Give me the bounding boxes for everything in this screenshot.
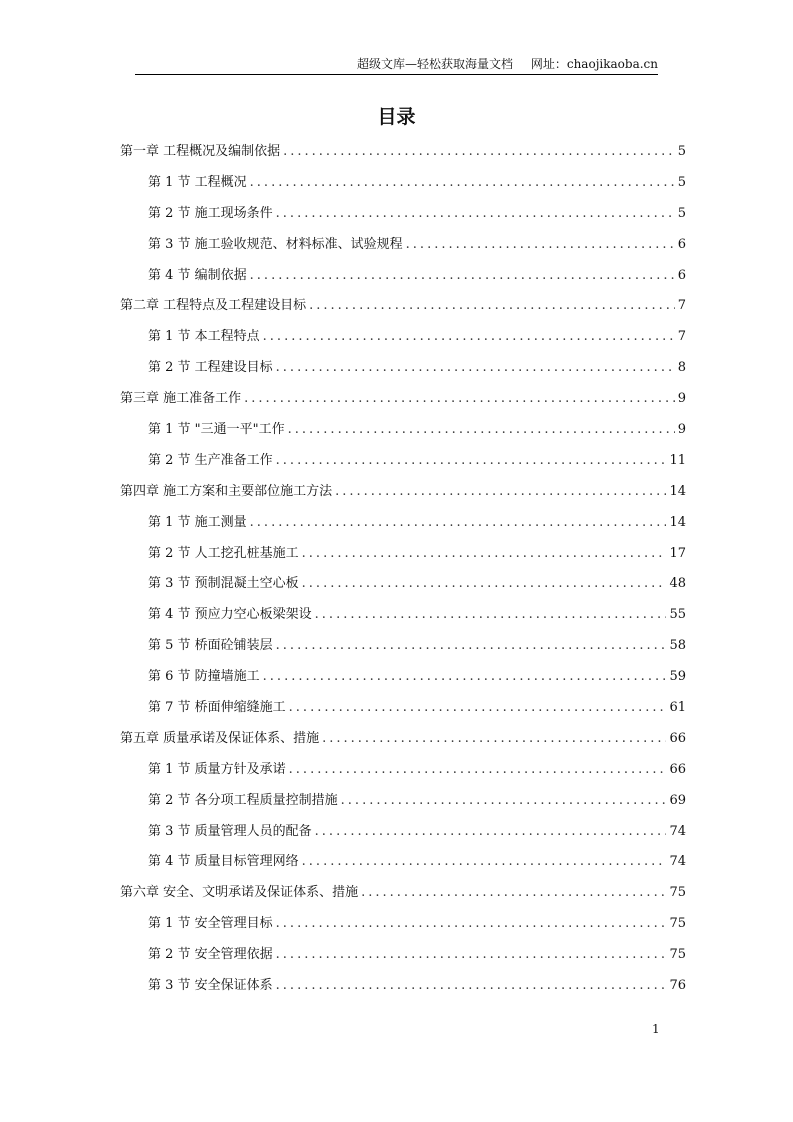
toc-section-entry[interactable]: [120, 512, 686, 543]
toc-section-entry[interactable]: [120, 790, 686, 821]
page-header: [135, 56, 658, 75]
toc-section-entry[interactable]: [120, 635, 686, 666]
toc-section-entry[interactable]: [120, 265, 686, 296]
toc-entry-label: 第 2 节 施工现场条件: [148, 205, 273, 221]
toc-entry-label: 第 4 节 质量目标管理网络: [148, 854, 299, 870]
toc-entry-page: 48: [669, 576, 686, 592]
toc-entry-label: 第一章 工程概况及编制依据: [120, 144, 281, 159]
toc-section-entry[interactable]: [120, 759, 686, 790]
header-site: 超级文库—轻松获取海量文档: [357, 57, 514, 71]
toc-chapter-entry[interactable]: [120, 141, 686, 172]
toc-entry-label: 第 5 节 桥面砼铺装层: [148, 638, 273, 654]
dot-leader: [250, 265, 675, 287]
toc-section-entry[interactable]: [120, 851, 686, 882]
dot-leader: [335, 481, 666, 503]
toc-entry-label: 第 4 节 编制依据: [148, 267, 247, 283]
toc-entry-page: 74: [669, 823, 686, 839]
dot-leader: [322, 728, 666, 750]
dot-leader: [276, 975, 667, 997]
toc-section-entry[interactable]: [120, 234, 686, 265]
dot-leader: [288, 419, 675, 441]
dot-leader: [263, 666, 667, 688]
dot-leader: [341, 790, 667, 812]
toc-entry-label: 第六章 安全、文明承诺及保证体系、措施: [120, 885, 359, 901]
dot-leader: [276, 450, 667, 472]
toc-entry-page: 6: [677, 267, 686, 283]
dot-leader: [289, 697, 667, 719]
table-of-contents: [120, 141, 686, 1006]
toc-entry-page: 8: [677, 360, 686, 376]
toc-entry-page: 7: [677, 329, 686, 345]
dot-leader: [309, 295, 675, 317]
toc-entry-label: 第 4 节 预应力空心板梁架设: [148, 607, 312, 623]
toc-entry-page: 14: [669, 514, 686, 530]
dot-leader: [361, 882, 666, 904]
header-url: 网址：chaojikaoba.cn: [530, 57, 658, 71]
page-number: 1: [652, 1022, 660, 1036]
toc-chapter-entry[interactable]: [120, 295, 686, 326]
dot-leader: [263, 326, 675, 348]
toc-section-entry[interactable]: [120, 172, 686, 203]
toc-section-entry[interactable]: [120, 975, 686, 1006]
dot-leader: [244, 388, 675, 410]
toc-entry-page: 66: [669, 730, 686, 746]
toc-section-entry[interactable]: [120, 573, 686, 604]
dot-leader: [302, 573, 667, 595]
toc-entry-label: 第 1 节 工程概况: [148, 174, 247, 190]
dot-leader: [315, 821, 667, 843]
toc-entry-label: 第 2 节 安全管理依据: [148, 947, 273, 963]
toc-section-entry[interactable]: [120, 450, 686, 481]
toc-section-entry[interactable]: [120, 666, 686, 697]
dot-leader: [283, 141, 675, 163]
toc-entry-label: 第 1 节 安全管理目标: [148, 916, 273, 932]
toc-entry-page: 7: [677, 298, 686, 314]
toc-section-entry[interactable]: [120, 604, 686, 635]
toc-section-entry[interactable]: [120, 543, 686, 574]
toc-entry-page: 75: [669, 947, 686, 963]
dot-leader: [302, 543, 667, 565]
toc-entry-page: 9: [677, 391, 686, 407]
toc-entry-label: 第 3 节 预制混凝土空心板: [148, 576, 299, 592]
toc-entry-page: 5: [677, 144, 686, 159]
toc-entry-page: 74: [669, 854, 686, 870]
toc-entry-label: 第 2 节 生产准备工作: [148, 452, 273, 468]
dot-leader: [276, 203, 675, 225]
toc-entry-page: 69: [669, 792, 686, 808]
dot-leader: [315, 604, 667, 626]
dot-leader: [302, 851, 667, 873]
dot-leader: [276, 635, 667, 657]
toc-section-entry[interactable]: [120, 944, 686, 975]
toc-entry-label: 第四章 施工方案和主要部位施工方法: [120, 483, 333, 499]
toc-entry-page: 58: [669, 638, 686, 654]
dot-leader: [250, 172, 675, 194]
toc-entry-label: 第 3 节 安全保证体系: [148, 978, 273, 994]
toc-entry-label: 第 2 节 各分项工程质量控制措施: [148, 792, 338, 808]
dot-leader: [406, 234, 675, 256]
toc-entry-label: 第 3 节 质量管理人员的配备: [148, 823, 312, 839]
toc-chapter-entry[interactable]: [120, 882, 686, 913]
toc-entry-page: 59: [669, 669, 686, 685]
toc-entry-label: 第 6 节 防撞墙施工: [148, 669, 260, 685]
toc-chapter-entry[interactable]: [120, 388, 686, 419]
toc-entry-label: 第 1 节 质量方针及承诺: [148, 761, 286, 777]
toc-entry-page: 75: [669, 885, 686, 901]
toc-section-entry[interactable]: [120, 913, 686, 944]
page-title: 目录: [377, 106, 416, 128]
toc-entry-page: 75: [669, 916, 686, 932]
toc-entry-page: 55: [669, 607, 686, 623]
dot-leader: [276, 913, 667, 935]
toc-chapter-entry[interactable]: [120, 481, 686, 512]
toc-entry-page: 5: [677, 174, 686, 190]
toc-entry-label: 第 1 节 本工程特点: [148, 329, 260, 345]
toc-entry-label: 第 7 节 桥面伸缩缝施工: [148, 700, 286, 716]
toc-entry-page: 14: [669, 483, 686, 499]
toc-entry-label: 第 2 节 人工挖孔桩基施工: [148, 545, 299, 561]
toc-section-entry[interactable]: [120, 203, 686, 234]
dot-leader: [289, 759, 667, 781]
toc-entry-page: 76: [669, 978, 686, 994]
toc-entry-page: 5: [677, 205, 686, 221]
toc-entry-page: 66: [669, 761, 686, 777]
toc-entry-label: 第五章 质量承诺及保证体系、措施: [120, 730, 320, 746]
toc-entry-label: 第二章 工程特点及工程建设目标: [120, 298, 307, 314]
dot-leader: [250, 512, 667, 534]
toc-section-entry[interactable]: [120, 419, 686, 450]
toc-entry-page: 11: [669, 452, 686, 468]
toc-entry-label: 第 3 节 施工验收规范、材料标准、试验规程: [148, 236, 403, 252]
dot-leader: [276, 944, 667, 966]
toc-section-entry[interactable]: [120, 326, 686, 357]
toc-section-entry[interactable]: [120, 357, 686, 388]
toc-section-entry[interactable]: [120, 821, 686, 852]
toc-entry-page: 9: [677, 422, 686, 438]
toc-entry-page: 17: [669, 545, 686, 561]
toc-chapter-entry[interactable]: [120, 728, 686, 759]
dot-leader: [276, 357, 675, 379]
toc-entry-page: 61: [669, 700, 686, 716]
toc-entry-label: 第 1 节 施工测量: [148, 514, 247, 530]
toc-section-entry[interactable]: [120, 697, 686, 728]
toc-entry-label: 第三章 施工准备工作: [120, 391, 242, 407]
toc-entry-label: 第 2 节 工程建设目标: [148, 360, 273, 376]
toc-entry-page: 6: [677, 236, 686, 252]
toc-entry-label: 第 1 节 "三通一平"工作: [148, 422, 285, 438]
